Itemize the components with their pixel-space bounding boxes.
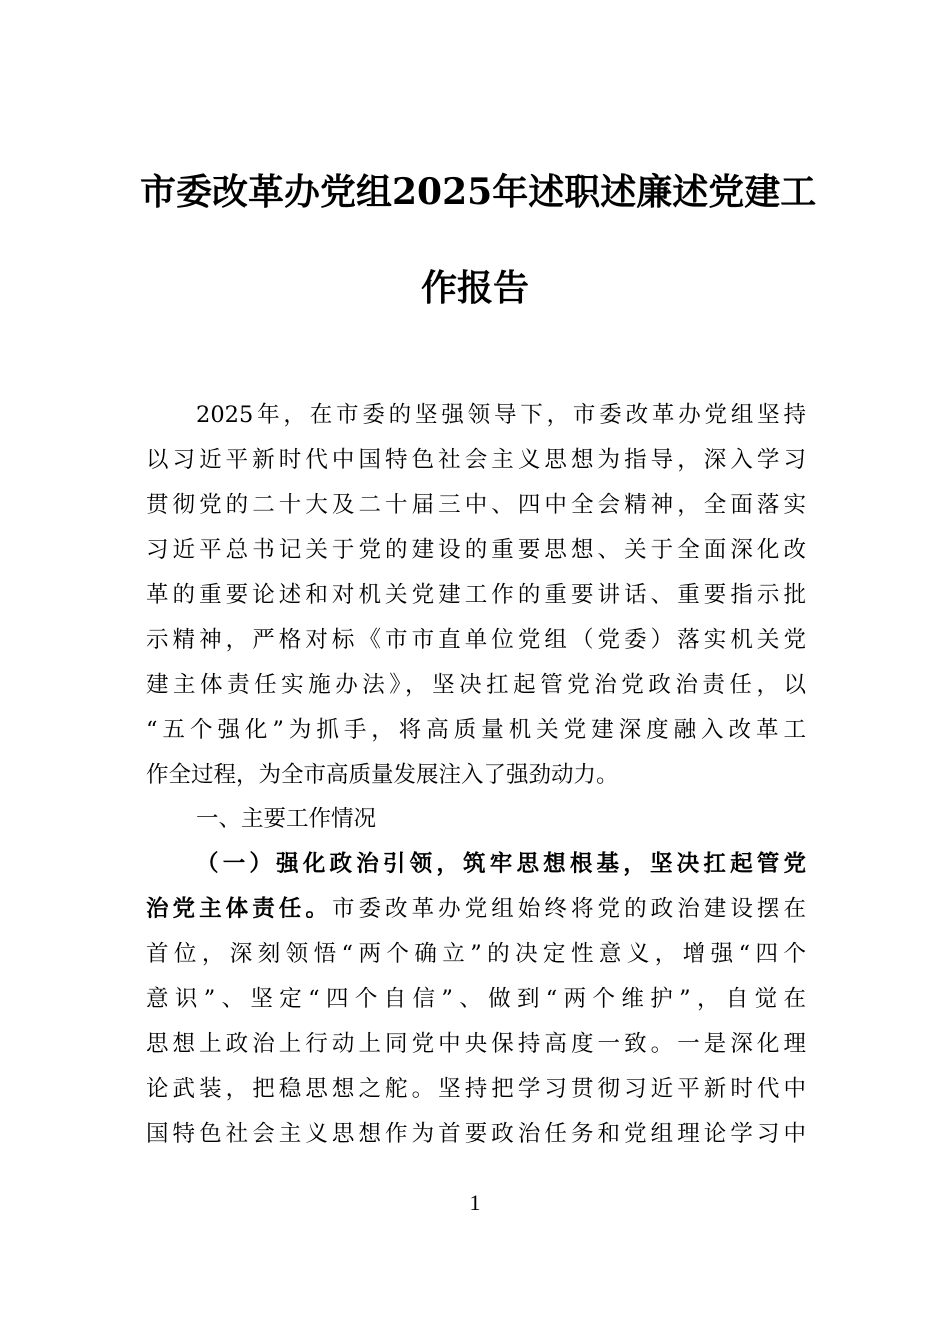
intro-paragraph-line: 以习近平新时代中国特色社会主义思想为指导，深入学习 <box>146 447 806 473</box>
subsection-heading-continuation <box>146 894 806 924</box>
body-paragraph-line: 思想上政治上行动上同党中央保持高度一致。一是深化理 <box>146 1031 806 1057</box>
intro-paragraph-line: 作全过程，为全市高质量发展注入了强劲动力。 <box>146 762 619 788</box>
section-heading: 一、主要工作情况 <box>196 806 377 832</box>
body-paragraph-line: 意识”、坚定“四个自信”、做到“两个维护”，自觉在 <box>146 986 806 1012</box>
intro-paragraph-line: 2025年，在市委的坚强领导下，市委改革办党组坚持 <box>196 402 806 428</box>
document-title-line-2: 作报告 <box>420 267 529 309</box>
intro-paragraph-line: 贯彻党的二十大及二十届三中、四中全会精神，全面落实 <box>146 492 806 518</box>
subsection-heading-end: 治党主体责任。 <box>146 896 332 922</box>
subsection-heading: （一）强化政治引领，筑牢思想根基，坚决扛起管党 <box>196 851 806 877</box>
intro-paragraph-line: “五个强化”为抓手，将高质量机关党建深度融入改革工 <box>146 717 806 743</box>
page-number: 1 <box>469 1190 481 1215</box>
body-paragraph-line: 国特色社会主义思想作为首要政治任务和党组理论学习中 <box>146 1121 806 1147</box>
body-paragraph-line: 首位，深刻领悟“两个确立”的决定性意义，增强“四个 <box>146 941 806 967</box>
body-paragraph-line: 论武装，把稳思想之舵。坚持把学习贯彻习近平新时代中 <box>146 1076 806 1102</box>
document-title-line-1: 市委改革办党组2025年述职述廉述党建工 <box>140 171 817 213</box>
intro-paragraph-line: 革的重要论述和对机关党建工作的重要讲话、重要指示批 <box>146 582 806 608</box>
intro-paragraph-line: 示精神，严格对标《市市直单位党组（党委）落实机关党 <box>146 627 806 653</box>
body-text-start: 市委改革办党组始终将党的政治建设摆在 <box>331 896 806 922</box>
intro-paragraph-line: 习近平总书记关于党的建设的重要思想、关于全面深化改 <box>146 537 806 563</box>
intro-paragraph-line: 建主体责任实施办法》，坚决扛起管党治党政治责任，以 <box>146 672 806 698</box>
